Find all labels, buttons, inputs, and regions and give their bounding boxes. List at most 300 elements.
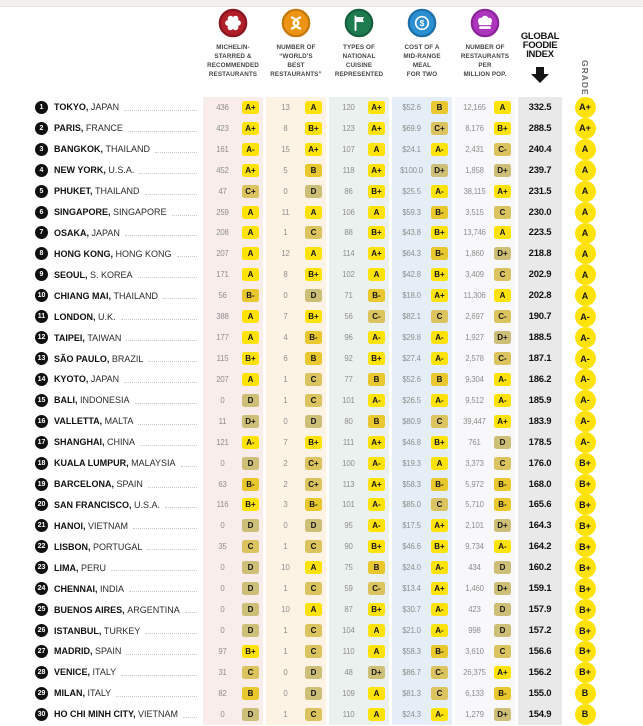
grade-badge: D — [305, 519, 322, 532]
metric-value: 121 — [216, 437, 229, 447]
foodie-index-value: 223.5 — [518, 223, 562, 244]
city-cell — [35, 662, 203, 683]
metric-cell — [266, 327, 326, 348]
foodie-index-value: 154.9 — [518, 704, 562, 725]
country-name: ITALY — [90, 667, 117, 678]
overall-grade-badge: A- — [575, 348, 596, 369]
grade-badge: A- — [431, 352, 448, 365]
dotted-leader — [148, 361, 197, 362]
metric-value: 82 — [218, 688, 227, 698]
country-name: FRANCE — [83, 123, 123, 134]
table-row — [0, 160, 643, 181]
grade-badge: A — [368, 143, 385, 156]
grade-badge: B — [305, 164, 322, 177]
grade-cell — [562, 306, 608, 327]
grade-column-label: GRADE — [580, 60, 590, 96]
grade-badge: A — [368, 645, 385, 658]
table-row — [0, 285, 643, 306]
overall-grade-badge: A+ — [575, 97, 596, 118]
metric-value: 102 — [342, 270, 355, 280]
grade-badge: B+ — [494, 122, 511, 135]
foodie-index-value: 188.5 — [518, 327, 562, 348]
metric-value: 0 — [220, 605, 225, 615]
metric-cell — [455, 683, 515, 704]
rank-badge: 3 — [35, 143, 48, 156]
city-cell — [35, 202, 203, 223]
overall-grade-badge: B+ — [575, 536, 596, 557]
metric-value: 9,304 — [465, 374, 484, 384]
metric-value: 2 — [283, 458, 288, 468]
overall-grade-badge: B+ — [575, 599, 596, 620]
country-name: SPAIN — [114, 479, 143, 490]
svg-text:$: $ — [419, 18, 425, 28]
foodie-index-value: 190.7 — [518, 306, 562, 327]
grade-badge: C — [305, 645, 322, 658]
grade-badge: B+ — [242, 352, 259, 365]
country-name: THAILAND — [103, 144, 151, 155]
metric-cell — [266, 264, 326, 285]
country-name: VIETNAM — [135, 709, 179, 720]
metric-cell — [392, 495, 452, 516]
dotted-leader — [126, 654, 197, 655]
rank-badge: 24 — [35, 582, 48, 595]
grade-badge: A+ — [368, 101, 385, 114]
grade-badge: A — [305, 101, 322, 114]
metric-value: 11,306 — [463, 291, 486, 301]
grade-badge: A — [368, 206, 385, 219]
metric-value: $86.7 — [402, 667, 421, 677]
metric-value: 123 — [342, 123, 355, 133]
overall-grade-badge: A- — [575, 432, 596, 453]
city-name: HO CHI MINH CITY, — [54, 709, 136, 720]
table-row — [0, 181, 643, 202]
grade-badge: C — [305, 373, 322, 386]
grade-cell — [562, 327, 608, 348]
rank-badge: 26 — [35, 624, 48, 637]
city-cell — [35, 515, 203, 536]
metric-cell — [203, 181, 263, 202]
dotted-leader — [177, 256, 197, 257]
metric-value: 13,746 — [463, 228, 486, 238]
grade-badge: B+ — [368, 226, 385, 239]
grade-badge: A+ — [431, 582, 448, 595]
dotted-leader — [165, 507, 197, 508]
rank-badge: 6 — [35, 206, 48, 219]
country-name: TAIWAN — [84, 332, 122, 343]
metric-cell — [266, 348, 326, 369]
grade-badge: B — [431, 373, 448, 386]
grade-badge: A- — [494, 373, 511, 386]
grade-badge: A+ — [431, 519, 448, 532]
metric-value: 1,927 — [465, 333, 484, 343]
table-row — [0, 97, 643, 118]
country-name: MALAYSIA — [128, 458, 176, 469]
metric-cell — [266, 557, 326, 578]
foodie-index-value: 157.2 — [518, 620, 562, 641]
grade-badge: C — [242, 666, 259, 679]
overall-grade-badge: A — [575, 264, 596, 285]
rank-badge: 16 — [35, 415, 48, 428]
grade-cell — [562, 432, 608, 453]
grade-badge: D — [242, 561, 259, 574]
column-header-worlds-best — [266, 8, 326, 97]
grade-badge: C — [305, 624, 322, 637]
metric-value: 1,460 — [465, 584, 484, 594]
table-row — [0, 411, 643, 432]
rank-badge: 25 — [35, 603, 48, 616]
grade-badge: C+ — [305, 478, 322, 491]
grade-badge: B — [368, 561, 385, 574]
metric-value: 1 — [283, 542, 288, 552]
country-name: JAPAN — [88, 102, 120, 113]
foodie-index-value: 186.2 — [518, 369, 562, 390]
metric-cell — [329, 599, 389, 620]
overall-grade-badge: B — [575, 683, 596, 704]
grade-badge: C+ — [242, 185, 259, 198]
grade-badge: B- — [242, 478, 259, 491]
metric-cell — [266, 474, 326, 495]
grade-badge: B+ — [305, 436, 322, 449]
grade-cell — [562, 348, 608, 369]
foodie-index-value: 332.5 — [518, 97, 562, 118]
metric-cell — [455, 704, 515, 725]
metric-value: 116 — [216, 500, 229, 510]
table-row — [0, 641, 643, 662]
city-cell — [35, 118, 203, 139]
chef-hat-icon — [470, 8, 500, 38]
grade-badge: A- — [242, 143, 259, 156]
grade-badge: C — [305, 226, 322, 239]
metric-cell — [203, 704, 263, 725]
grade-badge: A — [242, 226, 259, 239]
metric-value: 11 — [281, 207, 290, 217]
grade-badge: C- — [368, 582, 385, 595]
metric-value: 31 — [218, 667, 227, 677]
metric-value: 6 — [283, 354, 288, 364]
flag-icon — [344, 8, 374, 38]
dotted-leader — [138, 424, 197, 425]
metric-cell — [203, 390, 263, 411]
metric-value: $64.3 — [402, 249, 421, 259]
metric-cell — [329, 641, 389, 662]
metric-cell — [455, 453, 515, 474]
rank-badge: 10 — [35, 289, 48, 302]
grade-badge: A- — [368, 457, 385, 470]
metric-cell — [455, 348, 515, 369]
city-cell — [35, 453, 203, 474]
grade-cell — [562, 139, 608, 160]
metric-value: 13 — [281, 102, 290, 112]
metric-cell — [266, 536, 326, 557]
metric-cell — [329, 327, 389, 348]
grade-badge: A- — [431, 561, 448, 574]
city-cell — [35, 139, 203, 160]
metric-value: 0 — [283, 186, 288, 196]
rank-badge: 12 — [35, 331, 48, 344]
metric-cell — [455, 369, 515, 390]
metric-cell — [266, 118, 326, 139]
table-row — [0, 390, 643, 411]
metric-value: 113 — [342, 479, 355, 489]
metric-cell — [392, 432, 452, 453]
dotted-leader — [163, 298, 197, 299]
rank-badge: 14 — [35, 373, 48, 386]
metric-cell — [392, 662, 452, 683]
grade-cell — [562, 285, 608, 306]
metric-cell — [455, 118, 515, 139]
table-row — [0, 620, 643, 641]
table-row — [0, 223, 643, 244]
grade-badge: A- — [368, 331, 385, 344]
city-name: LISBON, — [54, 541, 91, 552]
metric-value: 8 — [283, 270, 288, 280]
metric-value: 2 — [283, 479, 288, 489]
metric-cell — [392, 453, 452, 474]
grade-badge: D+ — [494, 708, 511, 721]
metric-value: 1,279 — [465, 709, 484, 719]
city-cell — [35, 223, 203, 244]
country-name: THAILAND — [111, 290, 159, 301]
metric-value: 100 — [342, 458, 355, 468]
metric-cell — [203, 411, 263, 432]
grade-badge: D — [494, 603, 511, 616]
grade-cell — [562, 495, 608, 516]
metric-value: 48 — [344, 667, 353, 677]
overall-grade-badge: B+ — [575, 515, 596, 536]
metric-value: 5,972 — [465, 479, 484, 489]
metric-cell — [455, 181, 515, 202]
grade-badge: A+ — [368, 478, 385, 491]
grade-cell — [562, 683, 608, 704]
grade-badge: A — [494, 226, 511, 239]
city-name: OSAKA, — [54, 227, 90, 238]
metric-value: 104 — [342, 626, 355, 635]
grade-badge: A- — [431, 331, 448, 344]
city-name: SHANGHAI, — [54, 437, 105, 448]
metric-value: 1 — [283, 709, 288, 719]
city-name: BUENOS AIRES, — [54, 604, 125, 615]
country-name: PERU — [78, 562, 107, 573]
dotted-leader — [133, 528, 197, 529]
metric-value: 2,431 — [465, 144, 484, 154]
city-cell — [35, 264, 203, 285]
metric-cell — [266, 160, 326, 181]
dotted-leader — [129, 591, 197, 592]
country-name: CHINA — [104, 437, 136, 448]
metric-cell — [266, 515, 326, 536]
metric-value: 0 — [220, 563, 225, 573]
metric-cell — [329, 662, 389, 683]
grade-badge: B — [242, 687, 259, 700]
city-cell — [35, 495, 203, 516]
grade-cell — [562, 202, 608, 223]
metric-value: 8 — [283, 123, 288, 133]
metric-value: 2,697 — [465, 312, 484, 322]
overall-grade-badge: A- — [575, 411, 596, 432]
column-header-global-foodie-index — [518, 8, 562, 97]
down-arrow-icon — [531, 67, 549, 83]
metric-value: 88 — [344, 228, 353, 238]
metric-value: 95 — [344, 521, 353, 531]
metric-value: 5 — [283, 165, 288, 175]
foodie-index-value: 157.9 — [518, 599, 562, 620]
grade-badge: D — [242, 519, 259, 532]
metric-cell — [266, 578, 326, 599]
metric-value: 452 — [216, 165, 229, 175]
metric-value: 388 — [216, 312, 229, 322]
foodie-index-value: 159.1 — [518, 578, 562, 599]
metric-value: 71 — [344, 291, 353, 301]
metric-cell — [392, 411, 452, 432]
city-cell — [35, 683, 203, 704]
grade-cell — [562, 453, 608, 474]
metric-cell — [455, 139, 515, 160]
grade-badge: D+ — [431, 164, 448, 177]
dotted-leader — [172, 215, 197, 216]
grade-badge: B+ — [368, 540, 385, 553]
metric-value: 59 — [344, 584, 353, 594]
table-row — [0, 118, 643, 139]
metric-value: 111 — [342, 437, 355, 447]
metric-value: 86 — [344, 186, 353, 196]
metric-value: 90 — [344, 542, 353, 552]
city-name: VENICE, — [54, 667, 91, 678]
foodie-index-value: 160.2 — [518, 557, 562, 578]
dotted-leader — [124, 382, 197, 383]
grade-badge: B+ — [305, 310, 322, 323]
grade-cell — [562, 620, 608, 641]
grade-badge: A+ — [368, 436, 385, 449]
metric-cell — [329, 390, 389, 411]
grade-badge: B- — [431, 478, 448, 491]
city-cell — [35, 620, 203, 641]
grade-badge: C — [494, 645, 511, 658]
city-cell — [35, 557, 203, 578]
metric-value: $52.6 — [402, 102, 421, 112]
grade-badge: A- — [431, 708, 448, 721]
grade-badge: D — [242, 457, 259, 470]
metric-value: 1 — [283, 374, 288, 384]
metric-cell — [392, 160, 452, 181]
column-header-label: NUMBER OF RESTAURANTS PER MILLION POP. — [460, 44, 510, 79]
metric-value: 423 — [468, 605, 481, 615]
metric-value: 35 — [218, 542, 227, 552]
metric-value: $58.3 — [402, 479, 421, 489]
city-name: KUALA LUMPUR, — [54, 458, 129, 469]
metric-value: $46.6 — [402, 542, 421, 552]
metric-cell — [392, 97, 452, 118]
metric-value: 0 — [283, 667, 288, 677]
country-name: TURKEY — [101, 625, 141, 636]
metric-cell — [203, 432, 263, 453]
metric-cell — [203, 97, 263, 118]
metric-cell — [203, 369, 263, 390]
grade-badge: A+ — [368, 247, 385, 260]
top-strip — [0, 0, 643, 7]
foodie-index-value: 176.0 — [518, 453, 562, 474]
table-header — [0, 8, 643, 97]
metric-cell — [266, 390, 326, 411]
dotted-leader — [121, 675, 197, 676]
grade-badge: A — [242, 268, 259, 281]
metric-cell — [455, 495, 515, 516]
table-row — [0, 348, 643, 369]
grade-badge: C- — [494, 143, 511, 156]
metric-cell — [266, 683, 326, 704]
metric-cell — [266, 432, 326, 453]
metric-cell — [203, 641, 263, 662]
metric-cell — [392, 202, 452, 223]
column-header-cost — [392, 8, 452, 97]
grade-badge: D — [305, 185, 322, 198]
foodie-index-value: 183.9 — [518, 411, 562, 432]
grade-badge: D+ — [494, 519, 511, 532]
metric-value: 1 — [283, 584, 288, 594]
city-column-header-spacer — [35, 8, 203, 97]
table-row — [0, 704, 643, 725]
grade-badge: A — [242, 310, 259, 323]
rank-badge: 28 — [35, 666, 48, 679]
metric-cell — [329, 411, 389, 432]
table-row — [0, 474, 643, 495]
city-cell — [35, 160, 203, 181]
metric-cell — [455, 243, 515, 264]
grade-cell — [562, 160, 608, 181]
city-cell — [35, 390, 203, 411]
overall-grade-badge: A — [575, 223, 596, 244]
metric-value: 26,375 — [463, 667, 486, 677]
metric-value: $24.1 — [402, 144, 421, 154]
metric-cell — [392, 285, 452, 306]
metric-value: 0 — [283, 521, 288, 531]
dotted-leader — [145, 194, 197, 195]
country-name: U.K. — [95, 311, 116, 322]
metric-cell — [329, 160, 389, 181]
metric-value: 7 — [283, 437, 288, 447]
grade-badge: B- — [242, 289, 259, 302]
metric-cell — [392, 641, 452, 662]
grade-badge: D+ — [494, 164, 511, 177]
grade-badge: A+ — [494, 185, 511, 198]
foodie-index-value: 164.3 — [518, 515, 562, 536]
metric-cell — [329, 515, 389, 536]
metric-value: 8,176 — [465, 123, 484, 133]
rank-badge: 17 — [35, 436, 48, 449]
country-name: U.S.A. — [105, 165, 135, 176]
grade-cell — [562, 369, 608, 390]
metric-value: $21.0 — [402, 626, 421, 635]
metric-value: $81.3 — [402, 688, 421, 698]
metric-cell — [455, 578, 515, 599]
overall-grade-badge: B+ — [575, 474, 596, 495]
metric-cell — [203, 306, 263, 327]
metric-cell — [329, 578, 389, 599]
metric-value: 1,860 — [465, 249, 484, 259]
metric-value: 434 — [468, 563, 481, 573]
grade-badge: B- — [368, 289, 385, 302]
metric-cell — [392, 327, 452, 348]
metric-cell — [266, 306, 326, 327]
grade-cell — [562, 181, 608, 202]
metric-value: 0 — [283, 416, 288, 426]
metric-cell — [455, 474, 515, 495]
metric-cell — [266, 181, 326, 202]
grade-badge: C- — [494, 310, 511, 323]
city-name: SAN FRANCISCO, — [54, 499, 132, 510]
foodie-index-value: 156.2 — [518, 662, 562, 683]
table-row — [0, 578, 643, 599]
metric-cell — [203, 348, 263, 369]
